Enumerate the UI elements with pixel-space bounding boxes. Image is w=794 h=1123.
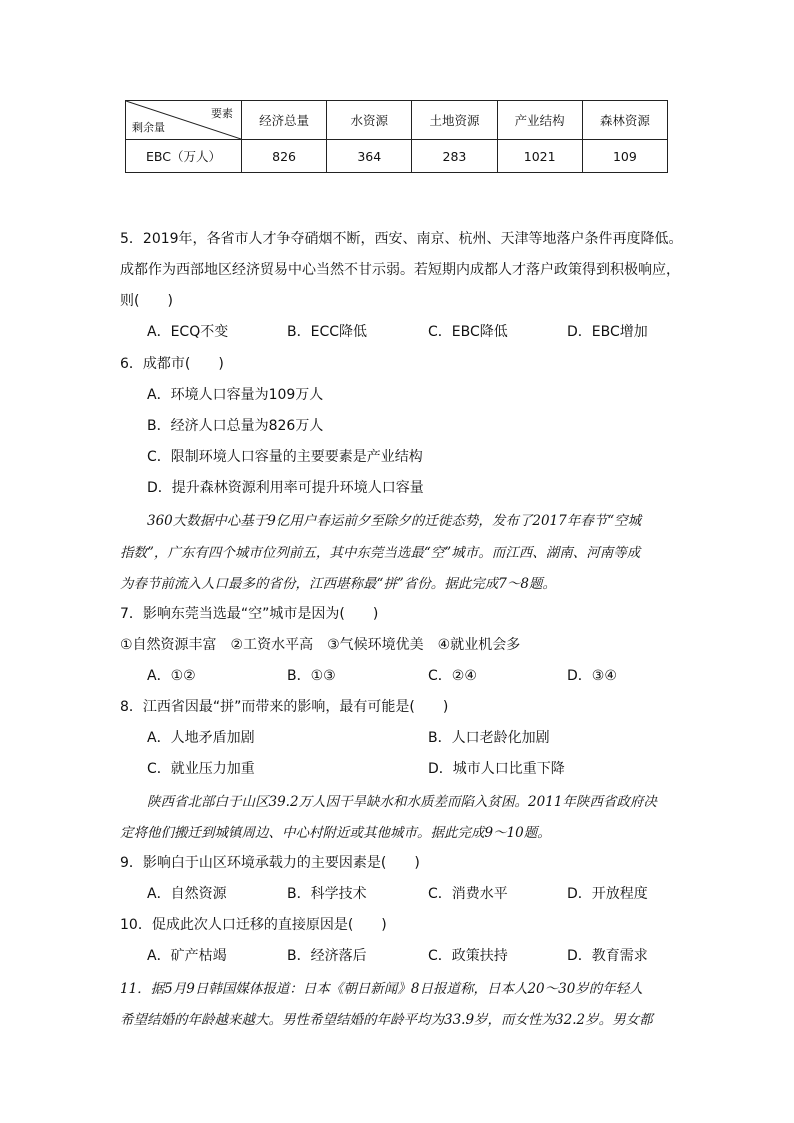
q11-line-1: 11．据5月9日韩国媒体报道：日本《朝日新闻》8日报道称，日本人20～30岁的年轻人 (120, 981, 643, 997)
q10-option-c[interactable]: C．政策扶持 (428, 948, 508, 964)
q5-option-c[interactable]: C．EBC降低 (428, 324, 508, 340)
passage2-line-2: 定将他们搬迁到城镇周边、中心村附近或其他城市。据此完成9～10题。 (120, 825, 551, 841)
column-header: 经济总量 (242, 101, 327, 140)
q10-option-b[interactable]: B．经济落后 (287, 948, 367, 964)
table-header-row (126, 101, 668, 140)
passage1-line-3: 为春节前流入人口最多的省份，江西堪称最“拼”省份。据此完成7～8题。 (120, 576, 556, 592)
passage1-line-1: 360大数据中心基于9亿用户春运前夕至除夕的迁徙态势，发布了2017年春节“空城 (147, 513, 642, 529)
q6-option-a[interactable]: A．环境人口容量为109万人 (147, 387, 324, 403)
q7-items: ①自然资源丰富 ②工资水平高 ③气候环境优美 ④就业机会多 (120, 637, 521, 653)
table-corner-cell (126, 101, 242, 140)
q5-stem-line-1: 5．2019年，各省市人才争夺硝烟不断，西安、南京、杭州、天津等地落户条件再度降低。 (120, 231, 683, 247)
corner-label-top: 要素 (211, 107, 233, 120)
column-header: 水资源 (327, 101, 412, 140)
q7-option-b[interactable]: B．①③ (287, 668, 336, 684)
q6-stem: 6．成都市( ) (120, 356, 224, 372)
q10-option-d[interactable]: D．教育需求 (567, 948, 648, 964)
passage1-line-2: 指数”，广东有四个城市位列前五，其中东莞当选最“空”城市。而江西、湖南、河南等成 (120, 545, 641, 561)
q7-stem: 7．影响东莞当选最“空”城市是因为( ) (120, 606, 379, 622)
column-header: 森林资源 (582, 101, 667, 140)
table-cell: 109 (582, 140, 667, 173)
q9-option-a[interactable]: A．自然资源 (147, 886, 227, 902)
q6-option-d[interactable]: D．提升森林资源利用率可提升环境人口容量 (147, 480, 424, 496)
q8-option-c[interactable]: C．就业压力加重 (147, 761, 255, 777)
q8-option-a[interactable]: A．人地矛盾加剧 (147, 730, 255, 746)
corner-label-bottom: 剩余量 (132, 121, 165, 134)
table-cell: 364 (327, 140, 412, 173)
q5-option-b[interactable]: B．ECC降低 (287, 324, 368, 340)
q8-option-d[interactable]: D．城市人口比重下降 (428, 761, 565, 777)
q6-option-b[interactable]: B．经济人口总量为826万人 (147, 418, 324, 434)
table-cell: 826 (242, 140, 327, 173)
q7-option-a[interactable]: A．①② (147, 668, 196, 684)
q10-stem: 10．促成此次人口迁移的直接原因是( ) (120, 917, 387, 933)
row-label: EBC（万人） (126, 140, 242, 173)
q9-option-b[interactable]: B．科学技术 (287, 886, 367, 902)
resource-table (125, 100, 668, 173)
passage2-line-1: 陕西省北部白于山区39.2万人因干旱缺水和水质差而陷入贫困。2011年陕西省政府决 (147, 794, 657, 810)
table-cell: 1021 (497, 140, 582, 173)
q5-stem-line-2: 成都作为西部地区经济贸易中心当然不甘示弱。若短期内成都人才落户政策得到积极响应， (120, 262, 680, 278)
q9-stem: 9．影响白于山区环境承载力的主要因素是( ) (120, 855, 420, 871)
column-header: 产业结构 (497, 101, 582, 140)
q5-option-a[interactable]: A．ECQ不变 (147, 324, 229, 340)
q8-stem: 8．江西省因最“拼”而带来的影响，最有可能是( ) (120, 699, 449, 715)
column-header: 土地资源 (412, 101, 497, 140)
q11-line-2: 希望结婚的年龄越来越大。男性希望结婚的年龄平均为33.9岁，而女性为32.2岁。男女都 (120, 1012, 653, 1028)
q7-option-d[interactable]: D．③④ (567, 668, 617, 684)
q9-option-d[interactable]: D．开放程度 (567, 886, 648, 902)
table-row (126, 140, 668, 173)
q7-option-c[interactable]: C．②④ (428, 668, 477, 684)
q8-option-b[interactable]: B．人口老龄化加剧 (428, 730, 550, 746)
q6-option-c[interactable]: C．限制环境人口容量的主要要素是产业结构 (147, 449, 423, 465)
q10-option-a[interactable]: A．矿产枯竭 (147, 948, 227, 964)
q5-option-d[interactable]: D．EBC增加 (567, 324, 648, 340)
table-cell: 283 (412, 140, 497, 173)
q5-stem-line-3: 则( ) (120, 293, 173, 309)
q9-option-c[interactable]: C．消费水平 (428, 886, 508, 902)
